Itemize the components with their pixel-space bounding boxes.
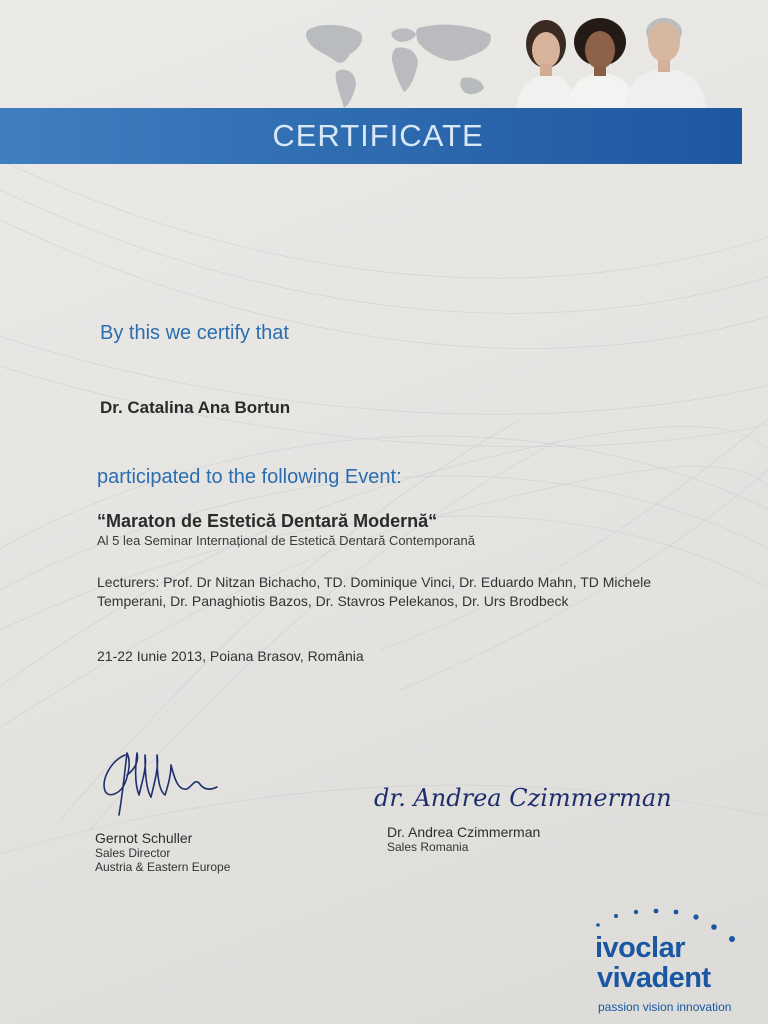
certify-intro-text: By this we certify that (100, 322, 289, 344)
signatory-left-region: Austria & Eastern Europe (95, 860, 231, 874)
signatory-left-title: Sales Director (95, 846, 171, 860)
event-title: “Maraton de Estetică Dentară Modernă“ (97, 511, 438, 531)
world-map-graphic (300, 18, 500, 113)
lecturers-list: Lecturers: Prof. Dr Nitzan Bichacho, TD. Dominique Vinci, Dr. Eduardo Mahn, TD Michele Temperani, Dr. Panaghiotis Bazos, Dr. Stavros Pelekanos, Dr. Urs Brodbeck (97, 574, 652, 609)
signature-gernot-schuller (95, 735, 225, 820)
brand-tagline: passion vision innovation (598, 1000, 732, 1014)
brand-logo-line1: ivoclar (595, 932, 685, 964)
brand-logo-line2: vivadent (597, 962, 711, 994)
certificate-heading: CERTIFICATE (272, 118, 484, 153)
certificate-banner (0, 108, 742, 164)
people-photo (500, 6, 715, 116)
signatory-right-name: Dr. Andrea Czimmerman (387, 824, 541, 840)
signatory-left-name: Gernot Schuller (95, 830, 193, 846)
recipient-name: Dr. Catalina Ana Bortun (100, 398, 291, 417)
signature-andrea-czimmerman (370, 770, 672, 820)
svg-text:dr. Andrea Czimmerman: dr. Andrea Czimmerman (374, 784, 672, 812)
signatory-right-title: Sales Romania (387, 840, 469, 854)
event-date-location: 21-22 Iunie 2013, Poiana Brasov, România (97, 648, 364, 664)
signatory-left (95, 830, 230, 874)
event-subtitle: Al 5 lea Seminar Internațional de Estetică Dentară Contemporană (97, 533, 475, 548)
signatory-right (387, 824, 540, 854)
participation-text: participated to the following Event: (97, 466, 402, 488)
